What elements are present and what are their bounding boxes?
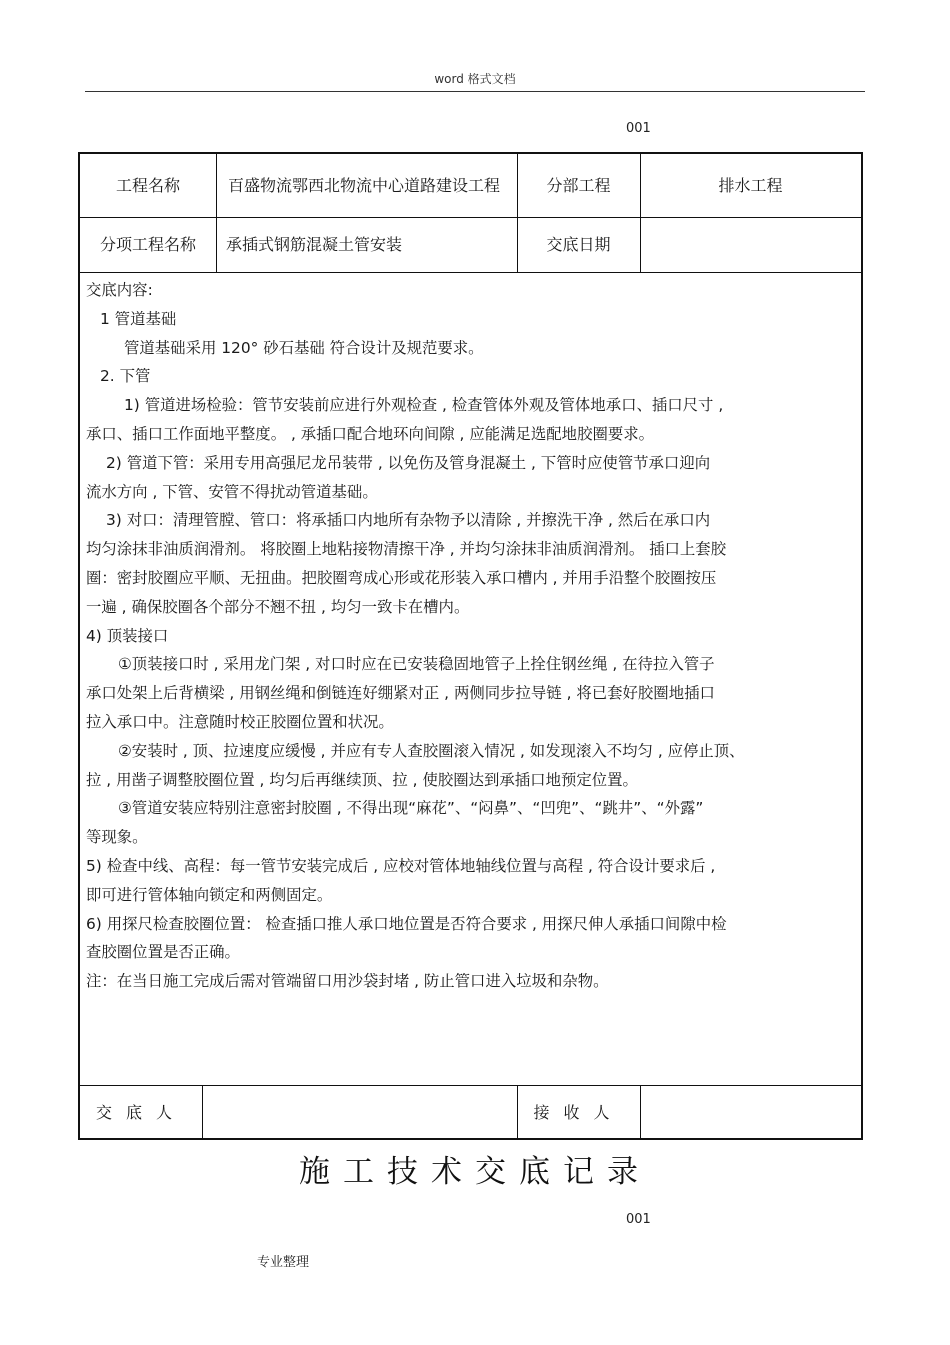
content-line: 承口处架上后背横梁 , 用钢丝绳和倒链连好绷紧对正 , 两侧同步拉导链 , 将已套好胶圈地插口 (86, 684, 715, 703)
content-line: 3) 对口：清理管膛、管口：将承插口内地所有杂物予以清除 , 并擦洗干净 , 然后在承口内 (106, 511, 711, 530)
content-line: ②安装时 , 顶、拉速度应缓慢 , 并应有专人查胶圈滚入情况 , 如发现滚入不均匀 , 应停止顶、 (118, 741, 745, 760)
handover-person-label: 交底人 (95, 1102, 186, 1122)
record-title: 施工技术交底记录 (299, 1154, 651, 1190)
content-line: 查胶圈位置是否正确。 (86, 943, 240, 962)
content-line: 1) 管道进场检验：管节安装前应进行外观检查 , 检查管体外观及管体地承口、插口尺寸 , (124, 396, 724, 415)
row-divider (80, 272, 861, 273)
content-line: 拉 , 用凿子调整胶圈位置 , 均匀后再继续顶、拉 , 使胶圈达到承插口地预定位置。 (86, 770, 638, 789)
content-line: 4) 顶装接口 (86, 626, 169, 645)
receiver-value (640, 1085, 861, 1140)
division-label: 分部工程 (546, 175, 611, 195)
page-header: word 格式文档 (434, 72, 516, 86)
content-line: 承口、插口工作面地平整度。 , 承插口配合地环向间隙 , 应能满足选配地胶圈要求。 (86, 424, 655, 443)
content-line: 6) 用探尺检查胶圈位置： 检查插口推人承口地位置是否符合要求 , 用探尺伸人承插口间隙中检 (86, 914, 727, 933)
content-line: 管道基础采用 120° 砂石基础 符合设计及规范要求。 (124, 338, 484, 357)
project-name-label: 工程名称 (115, 175, 180, 195)
doc-number-bottom: 001 (626, 1212, 651, 1227)
content-line: 1 管道基础 (100, 309, 177, 328)
content-line: 均匀涂抹非油质润滑剂。 将胶圈上地粘接物清擦干净 , 并均匀涂抹非油质润滑剂。 插口上套胶 (86, 540, 727, 559)
division-value: 排水工程 (718, 175, 783, 195)
content-line: 2) 管道下管：采用专用高强尼龙吊装带 , 以免伤及管身混凝土 , 下管时应使管节承口迎向 (106, 453, 711, 472)
project-name-value: 百盛物流鄂西北物流中心道路建设工程 (227, 175, 500, 195)
content-line: ①顶装接口时 , 采用龙门架 , 对口时应在已安装稳固地管子上拴住钢丝绳 , 在待拉入管子 (118, 655, 715, 674)
subitem-label: 分项工程名称 (99, 234, 196, 254)
doc-number-top: 001 (626, 121, 651, 136)
handover-person-value (202, 1085, 517, 1140)
date-label: 交底日期 (546, 234, 611, 254)
content-line: 流水方向 , 下管、安管不得扰动管道基础。 (86, 482, 378, 501)
content-line: ③管道安装应特别注意密封胶圈 , 不得出现“麻花”、“闷鼻”、“凹兜”、“跳井”、“外露” (118, 799, 704, 818)
content-line: 注：在当日施工完成后需对管端留口用沙袋封堵 , 防止管口进入垃圾和杂物。 (86, 972, 609, 991)
content-line: 圈：密封胶圈应平顺、无扭曲。把胶圈弯成心形或花形装入承口槽内 , 并用手沿整个胶圈按压 (86, 568, 717, 587)
handover-content (86, 276, 855, 996)
page-footer: 专业整理 (257, 1255, 310, 1270)
content-line: 拉入承口中。注意随时校正胶圈位置和状况。 (86, 712, 394, 731)
content-line: 一遍 , 确保胶圈各个部分不翘不扭 , 均匀一致卡在槽内。 (86, 597, 470, 616)
handover-form (78, 152, 863, 1140)
content-line: 交底内容: (86, 281, 153, 299)
content-line: 5) 检查中线、高程：每一管节安装完成后 , 应校对管体地轴线位置与高程 , 符合设计要求后 , (86, 856, 716, 875)
content-line: 等现象。 (86, 828, 148, 847)
header-rule (85, 91, 865, 92)
subitem-value: 承插式钢筋混凝土管安装 (226, 234, 403, 254)
receiver-label: 接收人 (533, 1102, 624, 1122)
content-line: 2. 下管 (100, 367, 151, 386)
date-value (640, 217, 861, 272)
content-line: 即可进行管体轴向锁定和两侧固定。 (86, 885, 333, 904)
